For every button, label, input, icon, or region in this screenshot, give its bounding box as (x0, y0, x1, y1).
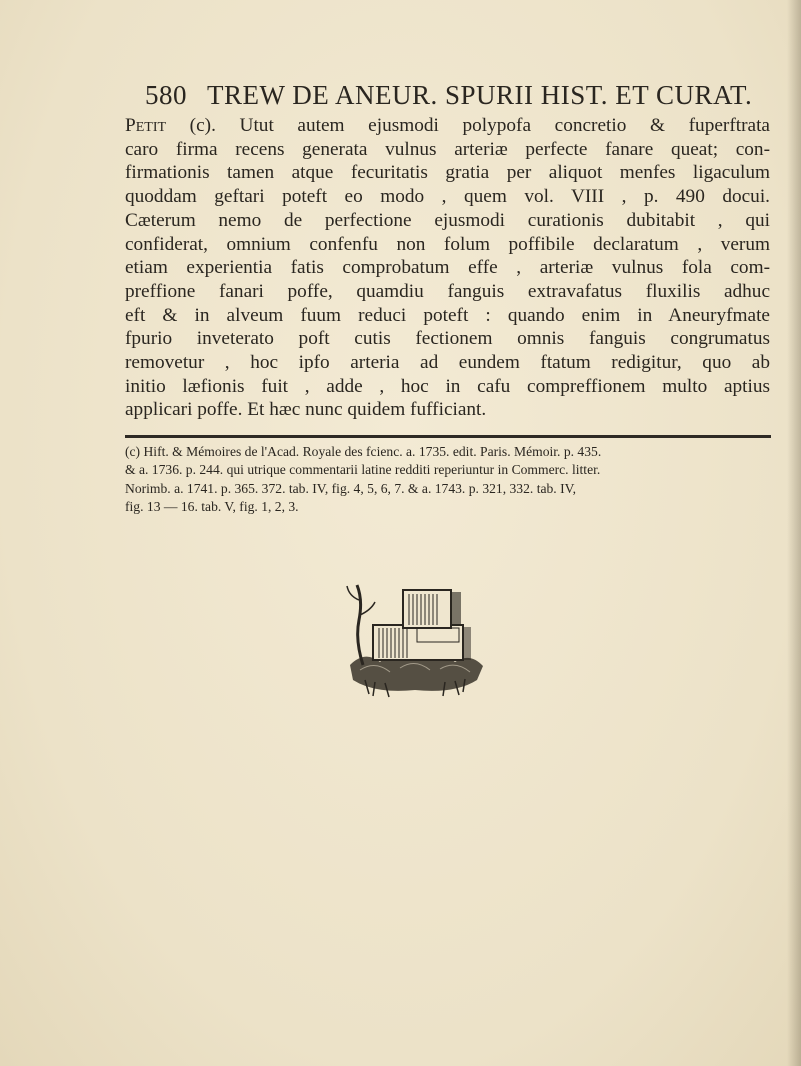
footnote-divider (125, 435, 771, 438)
text-line: firmationis tamen atque fecuritatis gratia per aliquot menfes ligaculum (125, 162, 770, 184)
text-line: Cæterum nemo de perfectione ejusmodi curationis dubitabit , qui (125, 209, 770, 231)
text-line: etiam experientia fatis comprobatum effe , arteriæ vulnus fola com- (125, 257, 770, 279)
footnote-line: Norimb. a. 1741. p. 365. 372. tab. IV, fig. 4, 5, 6, 7. & a. 1743. p. 321, 332. tab. IV, (125, 480, 577, 496)
engraved-vignette-icon (345, 570, 485, 700)
text-line: applicari poffe. Et hæc nunc quidem fufficiant. (125, 399, 487, 421)
running-header (145, 80, 765, 111)
text-line: confiderat, omnium confenfu non folum poffibile declaratum , verum (125, 233, 770, 255)
footnote-line: fig. 13 — 16. tab. V, fig. 1, 2, 3. (125, 498, 299, 514)
text-line: removetur , hoc ipfo arteria ad eundem ftatum redigitur, quo ab (125, 352, 770, 374)
footnote-line: (c) Hift. & Mémoires de l'Acad. Royale des fcienc. a. 1735. edit. Paris. Mémoir. p. 435. (125, 444, 602, 459)
text-line: initio læfionis fuit , adde , hoc in cafu compreffionem multo aptius (125, 375, 770, 397)
page-edge-shadow (787, 0, 801, 1066)
footnote-line: & a. 1736. p. 244. qui utrique commentarii latine redditi reperiuntur in Commerc. litter. (125, 462, 601, 478)
footnote (125, 443, 771, 516)
text-line: caro firma recens generata vulnus arteriæ perfecte fanare queat; con- (125, 138, 770, 160)
main-paragraph (125, 114, 770, 422)
page-number: 580 (145, 80, 187, 110)
author-name: Petit (125, 115, 167, 136)
text-line: fpurio inveterato poft cutis fectionem omnis fanguis congrumatus (125, 328, 770, 350)
text-line: quoddam geftari poteft eo modo , quem vol. VIII , p. 490 docui. (125, 186, 770, 208)
text-line: eft & in alveum fuum reduci poteft : quando enim in Aneuryfmate (125, 304, 770, 326)
running-title: TREW DE ANEUR. SPURII HIST. ET CURAT. (207, 80, 753, 110)
text-line: Petit (c). Utut autem ejusmodi polypofa concretio & fuperftrata (125, 115, 770, 136)
text-line: preffione fanari poffe, quamdiu fanguis extravafatus fluxilis adhuc (125, 280, 770, 302)
